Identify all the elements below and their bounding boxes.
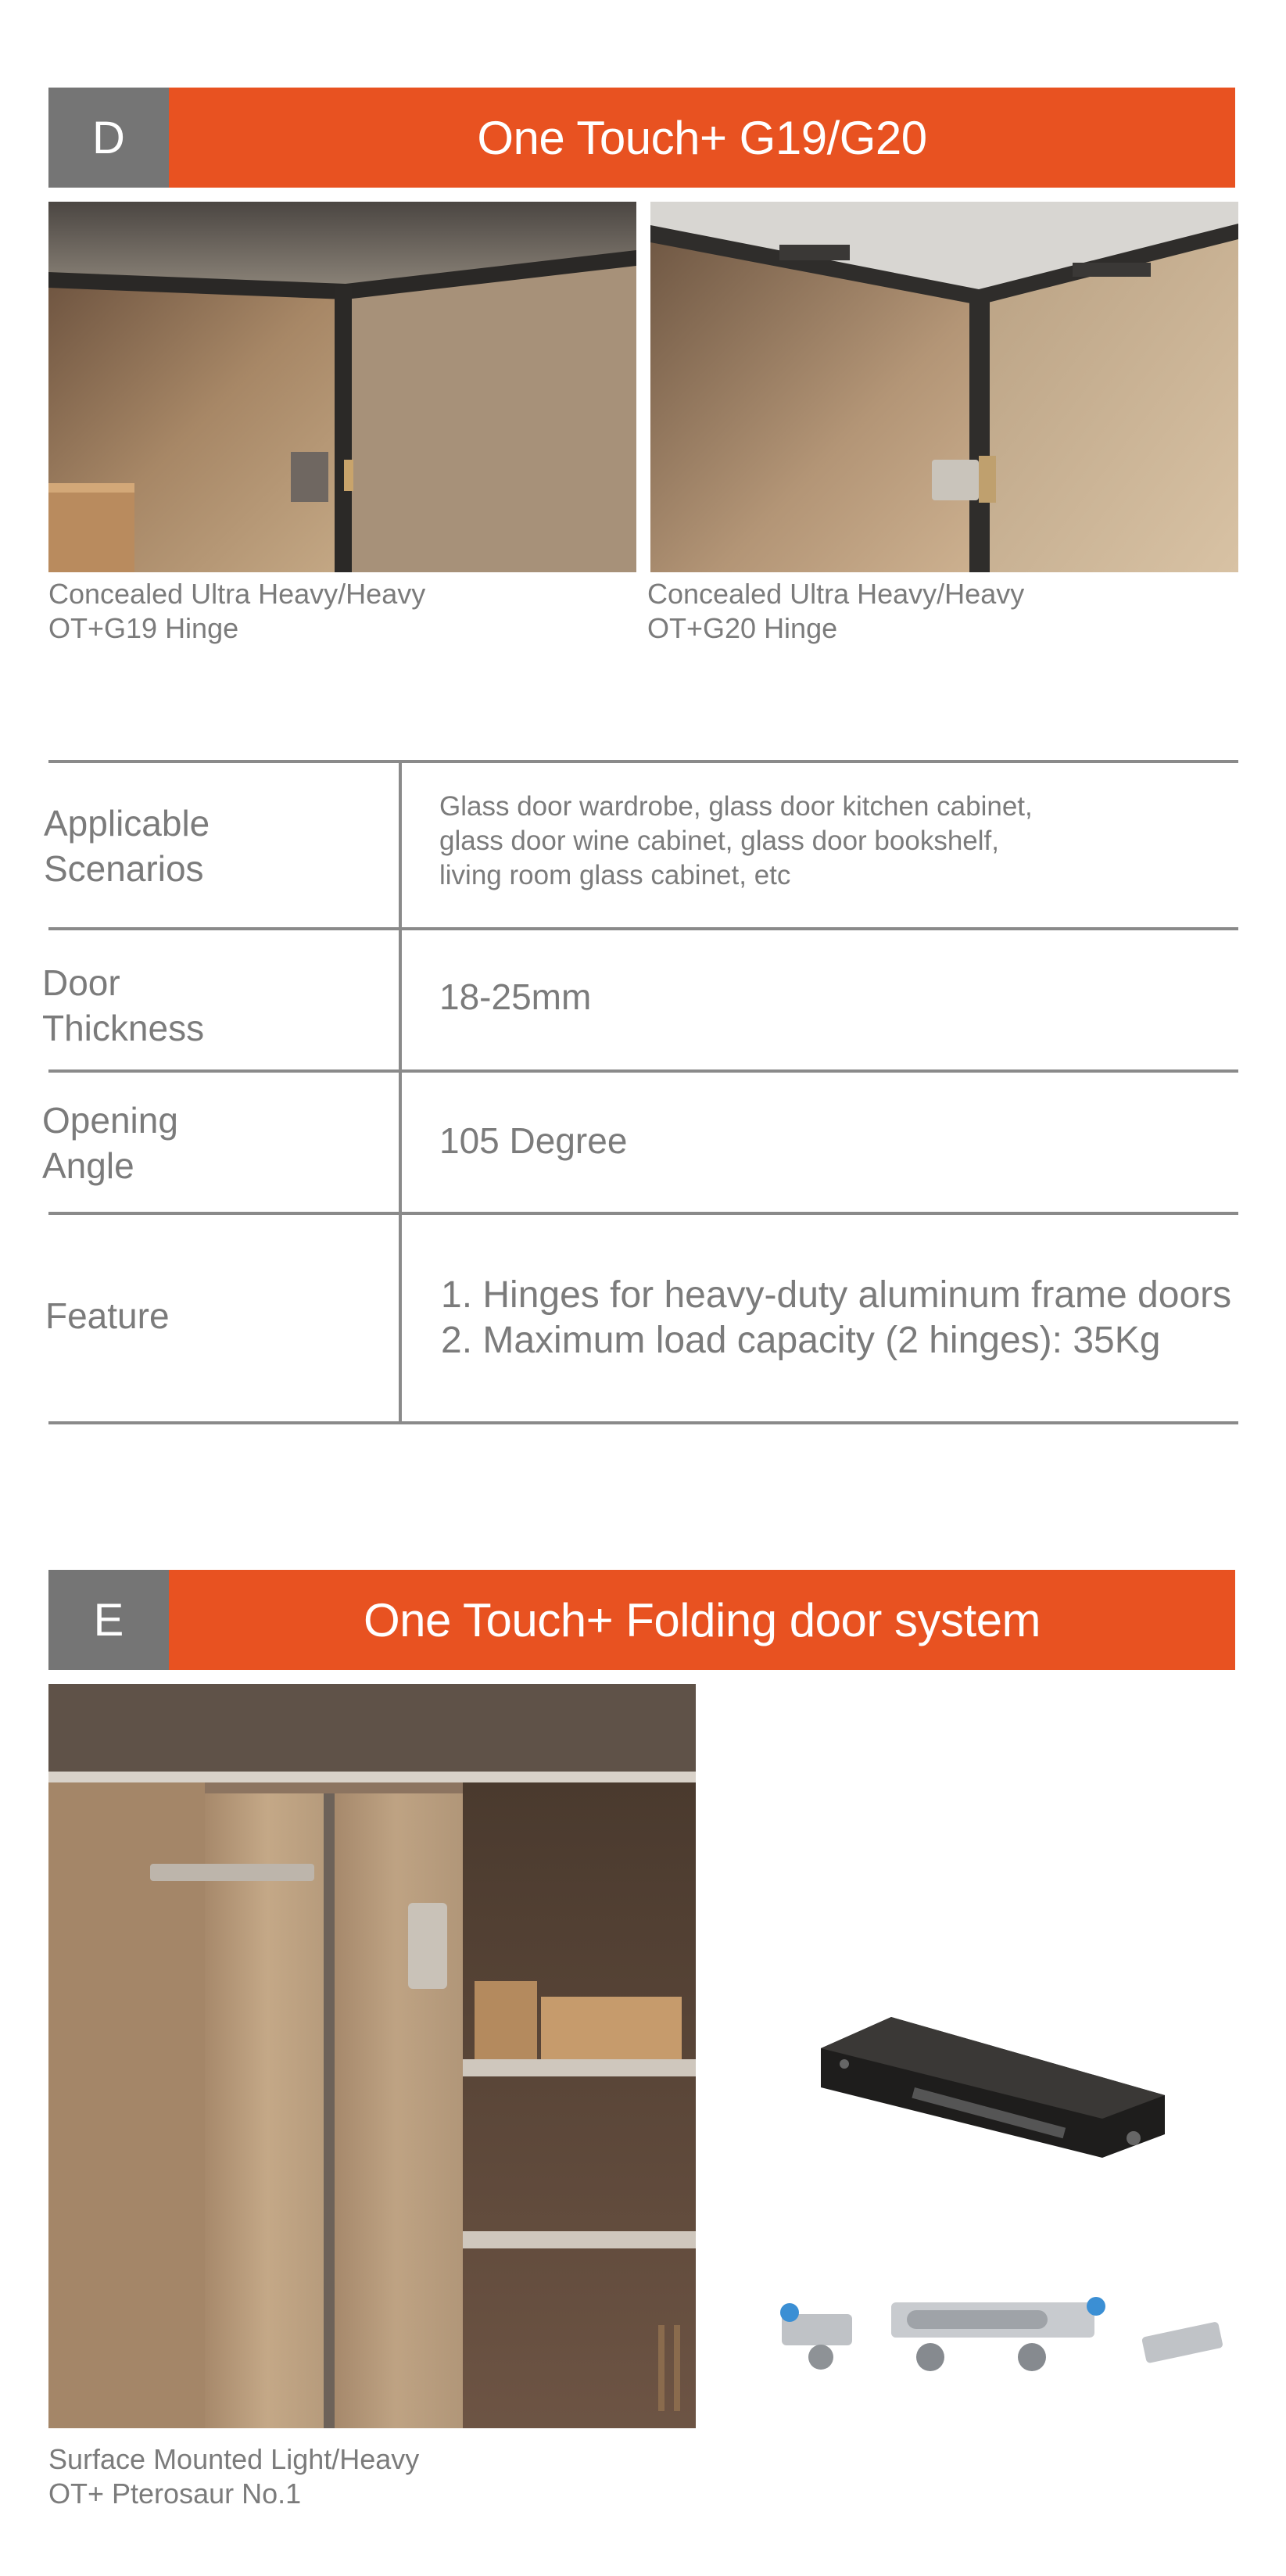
spec-value-line: living room glass cabinet, etc xyxy=(439,860,791,890)
spec-label-scenarios xyxy=(44,801,210,891)
hinge-product-image xyxy=(805,2001,1180,2166)
spec-label-angle xyxy=(42,1098,178,1188)
black-hinge-icon xyxy=(805,2001,1180,2166)
caption-g19-line1: Concealed Ultra Heavy/Heavy xyxy=(48,578,426,610)
spec-value-line: Glass door wardrobe, glass door kitchen cabinet, xyxy=(439,791,1033,822)
photo-folding-door-wardrobe xyxy=(48,1684,696,2428)
spec-label-line: Thickness xyxy=(42,1008,205,1048)
spec-label-line: Angle xyxy=(42,1145,134,1186)
spec-label-line: Opening xyxy=(42,1100,178,1141)
photo-g20-hinge-cabinet xyxy=(650,202,1238,572)
spec-label-feature: Feature xyxy=(45,1295,170,1336)
spec-value-scenarios xyxy=(439,790,1033,893)
section-d-title: One Touch+ G19/G20 xyxy=(169,88,1235,188)
spec-value-line: 2. Maximum load capacity (2 hinges): 35Kg xyxy=(441,1320,1161,1361)
table-column-divider xyxy=(399,760,402,1421)
spec-label-line: Scenarios xyxy=(44,848,204,889)
spec-value-line: glass door wine cabinet, glass door bookshelf, xyxy=(439,826,999,856)
section-e-title: One Touch+ Folding door system xyxy=(169,1570,1235,1670)
spec-value-feature xyxy=(441,1273,1231,1363)
spec-value-angle: 105 Degree xyxy=(439,1120,628,1161)
caption-g19 xyxy=(48,577,643,646)
section-e-letter: E xyxy=(48,1570,169,1670)
mounting-parts-icon xyxy=(774,2283,1235,2384)
g19-cabinet-illustration xyxy=(48,202,636,572)
spec-label-line: Applicable xyxy=(44,803,210,844)
spec-label-line: Door xyxy=(42,962,120,1003)
caption-g20 xyxy=(647,577,1241,646)
table-rule xyxy=(48,927,1238,930)
caption-pterosaur-line2: OT+ Pterosaur No.1 xyxy=(48,2477,302,2510)
table-rule-top xyxy=(48,760,1238,763)
mounting-parts-image xyxy=(774,2283,1235,2384)
section-d-letter: D xyxy=(48,88,169,188)
folding-door-illustration xyxy=(48,1684,696,2428)
spec-value-line: 1. Hinges for heavy-duty aluminum frame doors xyxy=(441,1274,1232,1316)
caption-g19-line2: OT+G19 Hinge xyxy=(48,612,239,644)
caption-g20-line2: OT+G20 Hinge xyxy=(647,612,838,644)
caption-g20-line1: Concealed Ultra Heavy/Heavy xyxy=(647,578,1025,610)
photo-g19-hinge-cabinet xyxy=(48,202,636,572)
spec-value-thickness: 18-25mm xyxy=(439,976,592,1017)
table-rule xyxy=(48,1212,1238,1215)
caption-pterosaur xyxy=(48,2442,690,2511)
g20-cabinet-illustration xyxy=(650,202,1238,572)
spec-label-thickness xyxy=(42,960,204,1051)
table-rule-bottom xyxy=(48,1421,1238,1424)
table-rule xyxy=(48,1069,1238,1073)
caption-pterosaur-line1: Surface Mounted Light/Heavy xyxy=(48,2443,420,2475)
